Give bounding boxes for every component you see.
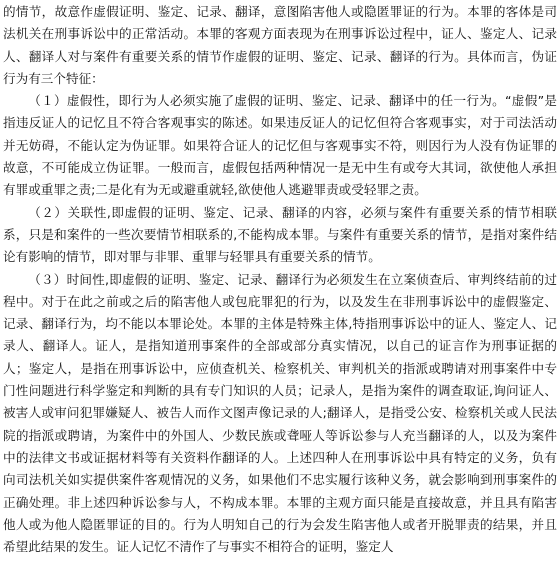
paragraph-relevance: （２）关联性,即虚假的证明、鉴定、记录、翻译的内容，必须与案件有重要关系的情节相联系，只是和案件的一些次要情节相联系的,不能构成本罪。与案件有重要关系的情节，是指对案件结论有影响的情节，即对罪与非罪、重罪与轻罪具有重要关系的情节。 — [3, 204, 557, 265]
paragraph-falsity: （１）虚假性，即行为人必须实施了虚假的证明、鉴定、记录、翻译中的任一行为。“虚假”是指违反证人的记忆且不符合客观事实的陈述。如果违反证人的记忆但符合客观事实，对于司法活动并无妨碍，不能认定为伪证罪。如果符合证人的记忆但与客观事实不符，则因行为人没有伪证罪的故意，不可能成立伪证罪。一般而言，虚假包括两种情况一是无中生有或夸大其词，欲使他人承担有罪或重罪之责;二是化有为无或避重就轻,欲使他人逃避罪责或受轻罪之责。 — [3, 93, 557, 198]
paragraph-timing: （３）时间性,即虚假的证明、鉴定、记录、翻译行为必须发生在立案侦查后、审判终结前的过程中。对于在此之前或之后的陷害他人或包庇罪犯的行为，以及发生在非刑事诉讼中的虚假鉴定、记录、翻译行为，均不能以本罪论处。本罪的主体是特殊主体,特指刑事诉讼中的证人、鉴定人、记录人、翻译人。证人，是指知道刑事案件的全部或部分真实情况，以自己的证言作为刑事证据的人；鉴定人，是指在刑事诉讼中，应侦查机关、检察机关、审判机关的指派或聘请对刑事案件中专门性问题进行科学鉴定和判断的具有专门知识的人员；记录人，是指为案件的调查取证,询问证人、被害人或审问犯罪嫌疑人、被告人而作文图声像记录的人;翻译人，是指受公安、检察机关或人民法院的指派或聘请，为案件中的外国人、少数民族或聋哑人等诉讼参与人充当翻译的人，以及为案件中的法律文书或证据材料等有关资料作翻译的人。上述四种人在刑事诉讼中具有特定的义务，负有向司法机关如实提供案件客观情况的义务，如果他们不忠实履行该种义务，就会影响到刑事案件的正确处理。非上述四种诉讼参与人，不构成本罪。本罪的主观方面只能是直接故意，并且具有陷害他人或为他人隐匿罪证的目的。行为人明知自己的行为会发生陷害他人或者开脱罪责的结果，并且希望此结果的发生。证人记忆不清作了与事实不相符合的证明，鉴定人 — [3, 271, 557, 555]
paragraph-intro: 的情节，故意作虚假证明、鉴定、记录、翻译，意图陷害他人或隐匿罪证的行为。本罪的客体是司法机关在刑事诉讼中的正常活动。本罪的客观方面表现为在刑事诉讼过程中，证人、鉴定人、记录人、翻译人对与案件有重要关系的情节作虚假的证明、鉴定、记录、翻译的行为。具体而言，伪证行为有三个特征： — [3, 4, 557, 86]
